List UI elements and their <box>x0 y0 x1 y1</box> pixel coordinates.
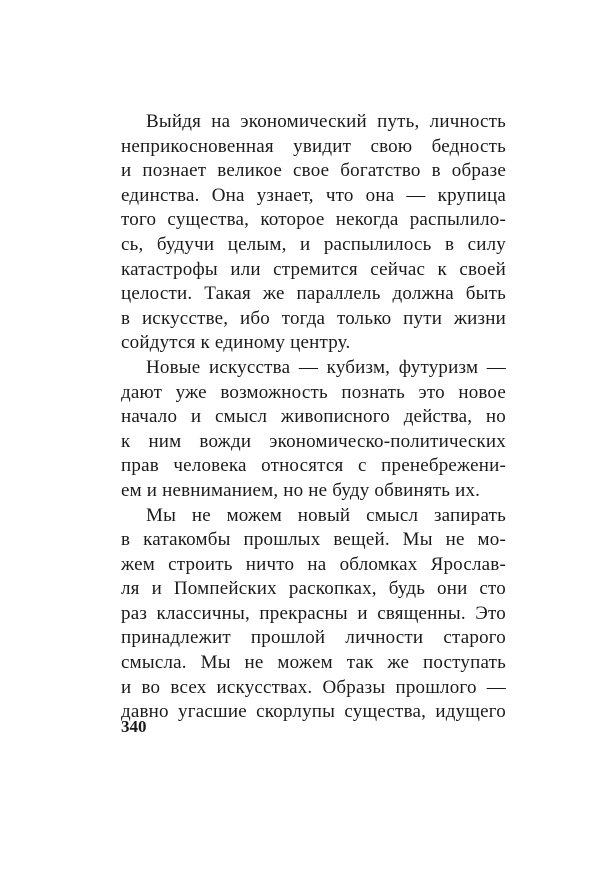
text-line: ем и невниманием, но не буду обвинять их. <box>121 479 481 501</box>
text-line: в искусстве, ибо тогда только пути жизни <box>121 307 506 329</box>
text-line: в катакомбы прошлых вещей. Мы не мо- <box>121 529 506 551</box>
text-line: и познает великое свое богатство в образе <box>121 160 506 182</box>
text-line: прав человека относятся с пренебрежени- <box>121 455 506 477</box>
text-line: Новые искусства — кубизм, футуризм — <box>146 356 506 378</box>
text-line: давно угасшие скорлупы существа, идущего <box>121 701 506 723</box>
body-text <box>121 110 506 725</box>
page-number: 340 <box>121 717 147 736</box>
text-line: Выйдя на экономический путь, личность <box>146 111 506 132</box>
text-line: сойдутся к единому центру. <box>121 332 351 354</box>
text-line: того существа, которое некогда распылило- <box>121 209 506 231</box>
text-line: начало и смысл живописного действа, но <box>121 406 506 428</box>
text-line: к ним вожди экономическо-политических <box>121 430 506 452</box>
text-line: сь, будучи целым, и распылилось в силу <box>121 233 506 255</box>
text-line: раз классичны, прекрасны и священны. Это <box>121 602 506 624</box>
text-line: смысла. Мы не можем так же поступать <box>121 652 506 674</box>
text-line: целости. Такая же параллель должна быть <box>121 283 506 305</box>
text-line: неприкосновенная увидит свою бедность <box>121 135 506 157</box>
text-line: катастрофы или стремится сейчас к своей <box>121 258 506 280</box>
text-line: жем строить ничто на обломках Ярослав- <box>121 553 506 575</box>
text-line: и во всех искусствах. Образы прошлого — <box>121 676 506 698</box>
text-line: единства. Она узнает, что она — крупица <box>121 184 506 206</box>
text-line: принадлежит прошлой личности старого <box>121 627 506 649</box>
text-line: Мы не можем новый смысл запирать <box>146 504 506 526</box>
text-line: ля и Помпейских раскопках, будь они сто <box>121 578 506 600</box>
text-line: дают уже возможность познать это новое <box>121 381 506 403</box>
